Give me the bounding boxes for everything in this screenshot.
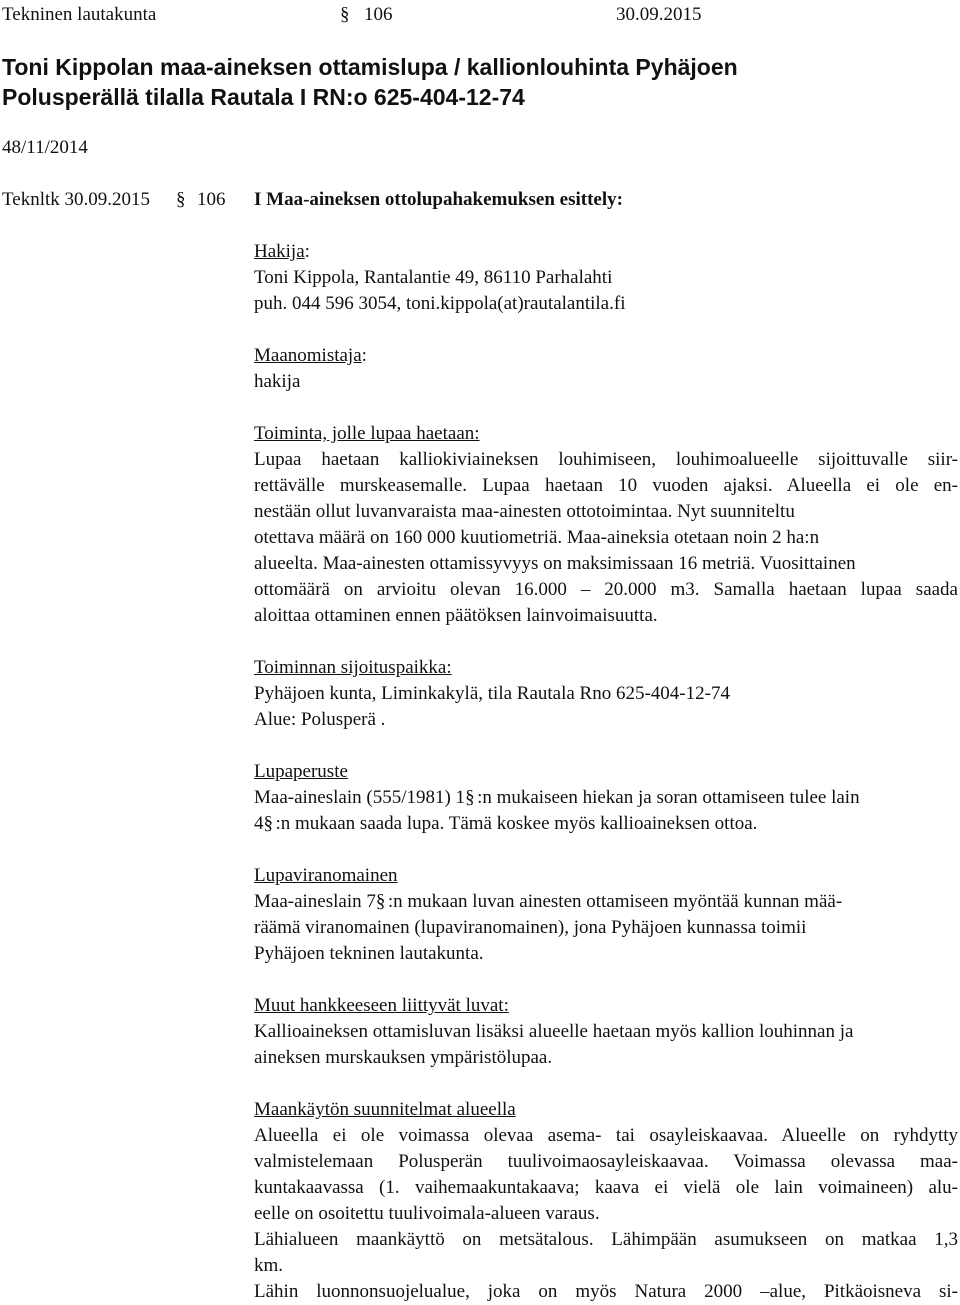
authority-line-2: räämä viranomainen (lupaviranomainen), jona Pyhäjoen kunnassa toimii (254, 917, 807, 938)
authority-text: Maa-aineslain 7 (254, 891, 376, 912)
section-heading: I Maa-aineksen ottolupahakemuksen esittely: (254, 189, 623, 210)
authority-section-symbol: § (375, 891, 386, 912)
authority-label: Lupaviranomainen (254, 865, 398, 886)
land-use-line: Lähin luonnonsuojelualue, joka on myös Natura 2000 –alue, Pitkäoisneva si- (254, 1281, 958, 1302)
basis-label: Lupaperuste (254, 761, 348, 782)
applicant-contact: puh. 044 596 3054, toni.kippola(at)rautalantila.fi (254, 293, 626, 314)
document-number: 48/11/2014 (2, 137, 88, 158)
reference-section-number: 106 (197, 189, 226, 210)
land-use-line: Lähialueen maankäyttö on metsätalous. Lähimpään asumukseen on matkaa 1,3 (254, 1229, 958, 1250)
header-section-symbol: § (340, 4, 350, 25)
location-line-1: Pyhäjoen kunta, Liminkakylä, tila Rautala Rno 625-404-12-74 (254, 683, 730, 704)
owner-colon: : (361, 345, 367, 366)
basis-text: :n mukaiseen hiekan ja soran ottamiseen tulee lain (477, 787, 860, 808)
owner-label: Maanomistaja (254, 345, 362, 366)
document-title-line-2: Polusperällä tilalla Rautala I RN:o 625-404-12-74 (2, 84, 525, 110)
land-use-paragraph (254, 1123, 958, 1305)
location-line-2: Alue: Polusperä . (254, 709, 386, 730)
land-use-label: Maankäytön suunnitelmat alueella (254, 1099, 516, 1120)
activity-line: aloittaa ottaminen ennen päätöksen lainvoimaisuutta. (254, 605, 658, 626)
land-use-line: km. (254, 1255, 284, 1276)
activity-line: nestään ollut luvanvaraista maa-ainesten ottotoimintaa. Nyt suunniteltu (254, 501, 795, 522)
reference-prefix: Teknltk 30.09.2015 (2, 189, 151, 210)
header-date: 30.09.2015 (616, 4, 702, 25)
activity-line: ottomäärä on arvioitu olevan 16.000 – 20.000 m3. Samalla haetaan lupaa saada (254, 579, 958, 600)
header-section-number: 106 (364, 4, 393, 25)
land-use-line: eelle on osoitettu tuulivoimala-alueen varaus. (254, 1203, 600, 1224)
authority-text: :n mukaan luvan ainesten ottamiseen myöntää kunnan mää- (387, 891, 843, 912)
applicant-heading (254, 239, 310, 265)
owner-value: hakija (254, 371, 301, 392)
land-use-line: valmistelemaan Polusperän tuulivoimaosayleiskaavaa. Voimassa olevassa maa- (254, 1151, 958, 1172)
basis-section-symbol: § (465, 787, 475, 808)
basis-section-symbol: § (263, 813, 273, 834)
basis-line-1 (254, 785, 860, 811)
applicant-label: Hakija (254, 241, 305, 262)
location-label: Toiminnan sijoituspaikka: (254, 657, 452, 678)
activity-line: alueelta. Maa-ainesten ottamissyvyys on maksimissaan 16 metriä. Vuosittainen (254, 553, 856, 574)
basis-line-2 (254, 811, 757, 837)
authority-line-1 (254, 889, 842, 915)
land-use-line: kuntakaavassa (1. vaihemaakuntakaava; kaava ei vielä ole lain voimaineen) alu- (254, 1177, 958, 1198)
applicant-colon: : (304, 241, 310, 262)
basis-text: :n mukaan saada lupa. Tämä koskee myös kallioaineksen ottoa. (275, 813, 758, 834)
applicant-address: Toni Kippola, Rantalantie 49, 86110 Parhalahti (254, 267, 613, 288)
activity-line: rettävälle murskeasemalle. Lupaa haetaan 10 vuoden ajaksi. Alueella ei ole en- (254, 475, 958, 496)
activity-label: Toiminta, jolle lupaa haetaan: (254, 423, 480, 444)
reference-section-symbol: § (176, 189, 186, 210)
activity-line: Lupaa haetaan kalliokiviaineksen louhimiseen, louhimoalueelle sijoittuvalle siir- (254, 449, 958, 470)
activity-line: otettava määrä on 160 000 kuutiometriä. Maa-aineksia otetaan noin 2 ha:n (254, 527, 820, 548)
land-use-line: Alueella ei ole voimassa olevaa asema- tai osayleiskaavaa. Alueelle on ryhdytty (254, 1125, 958, 1146)
other-permits-line-2: aineksen murskauksen ympäristölupaa. (254, 1047, 553, 1068)
owner-heading (254, 343, 367, 369)
other-permits-label: Muut hankkeeseen liittyvät luvat: (254, 995, 509, 1016)
activity-paragraph (254, 447, 958, 629)
header-committee: Tekninen lautakunta (2, 4, 157, 25)
basis-text: 4 (254, 813, 264, 834)
basis-text: Maa-aineslain (555/1981) 1 (254, 787, 466, 808)
authority-line-3: Pyhäjoen tekninen lautakunta. (254, 943, 484, 964)
other-permits-line-1: Kallioaineksen ottamisluvan lisäksi alueelle haetaan myös kallion louhinnan ja (254, 1021, 854, 1042)
document-title-line-1: Toni Kippolan maa-aineksen ottamislupa / kallionlouhinta Pyhäjoen (2, 54, 738, 80)
